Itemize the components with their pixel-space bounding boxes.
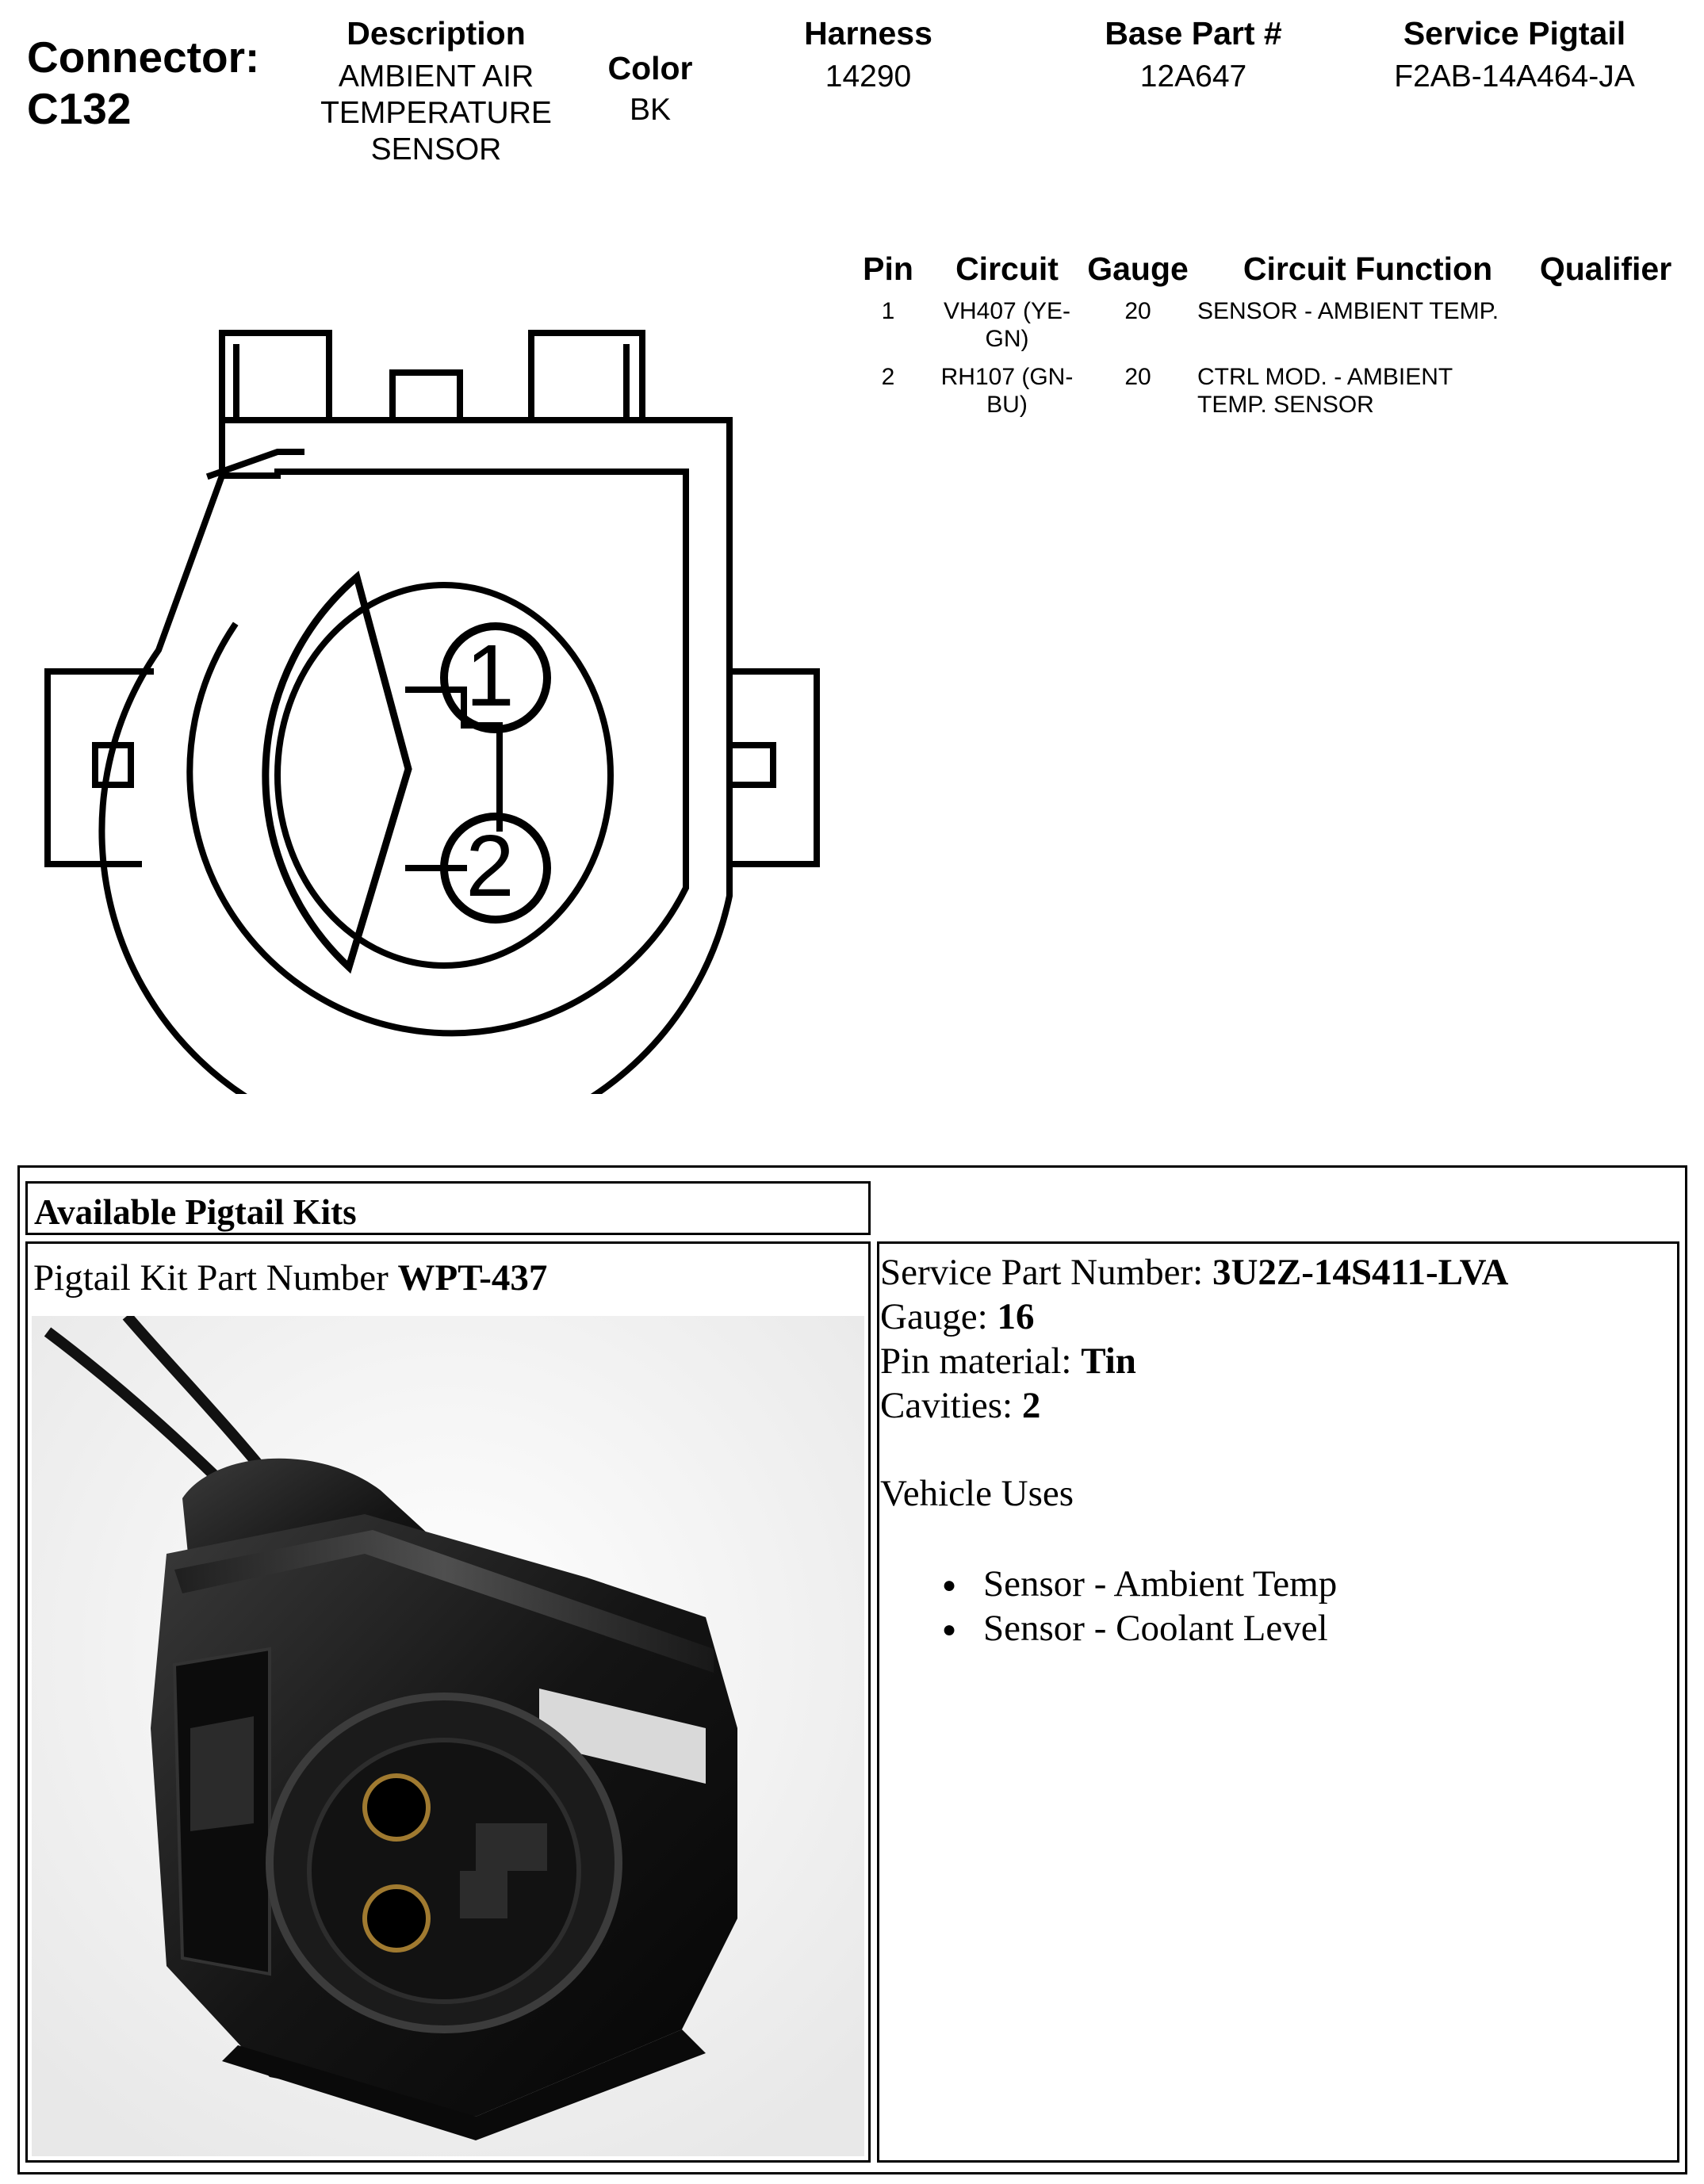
bullet-icon: ●: [942, 1616, 957, 1643]
service-pigtail-label: Service Pigtail: [1403, 15, 1626, 52]
description-line: TEMPERATURE: [320, 96, 552, 130]
pin-material-label: Pin material:: [880, 1341, 1082, 1382]
circuit-line: BU): [986, 392, 1028, 418]
list-item: [942, 1606, 1328, 1650]
cavities-value: 2: [1021, 1385, 1041, 1426]
kit-part-value: WPT-437: [397, 1257, 548, 1299]
function-line: TEMP. SENSOR: [1197, 392, 1374, 418]
function-line: SENSOR - AMBIENT TEMP.: [1197, 298, 1499, 324]
harness-label: Harness: [804, 15, 932, 52]
table-row: [848, 363, 1689, 426]
pin-number: 2: [881, 364, 895, 390]
cavities-spec: [880, 1383, 1040, 1428]
circuit-line: VH407 (YE-: [943, 298, 1071, 324]
list-item: [942, 1562, 1338, 1606]
kit-part-prefix: Pigtail Kit Part Number: [33, 1257, 398, 1299]
service-part-value: 3U2Z-14S411-LVA: [1212, 1252, 1509, 1293]
circuit-line: RH107 (GN-: [940, 364, 1074, 390]
function-cell: [1197, 297, 1530, 325]
service-part-number: [880, 1250, 1508, 1295]
cavities-label: Cavities:: [880, 1385, 1022, 1426]
qualifier-column-header: Qualifier: [1539, 251, 1672, 287]
harness-value: 14290: [825, 59, 912, 94]
description-line: AMBIENT AIR: [338, 59, 534, 94]
top-tab-middle: [392, 373, 460, 420]
gauge-spec: [880, 1295, 1034, 1339]
pigtail-connector-photo: [32, 1316, 864, 2156]
pin-table: [848, 250, 1689, 432]
circuit-cell: [928, 363, 1086, 419]
circuit-line: GN): [985, 326, 1029, 352]
cavity-outline: [278, 585, 611, 966]
connector-face-diagram: [40, 317, 833, 1094]
pin-column-header: Pin: [863, 251, 913, 287]
service-pigtail-value: F2AB-14A464-JA: [1394, 59, 1635, 94]
gauge-label: Gauge:: [880, 1296, 998, 1337]
function-cell: [1197, 363, 1530, 419]
base-part-column: [1063, 14, 1324, 95]
table-row: [848, 297, 1689, 361]
description-label: Description: [347, 15, 526, 52]
pin-2-label: 2: [465, 817, 515, 915]
gauge-value: 16: [997, 1296, 1035, 1337]
pin-1-label: 1: [465, 627, 515, 725]
description-column: [293, 14, 579, 168]
circuit-cell: [928, 297, 1086, 353]
gauge-cell: 20: [1124, 364, 1151, 390]
connector-label: Connector:: [27, 33, 260, 82]
harness-column: [761, 14, 975, 95]
description-line: SENSOR: [370, 132, 502, 166]
circuit-function-column-header: Circuit Function: [1243, 251, 1493, 287]
gauge-cell: 20: [1124, 298, 1151, 324]
connector-id: C132: [27, 84, 132, 133]
base-part-value: 12A647: [1139, 59, 1247, 94]
function-line: CTRL MOD. - AMBIENT: [1197, 364, 1453, 390]
color-label: Color: [607, 50, 693, 86]
kit-part-number: [33, 1256, 547, 1299]
key-shape: [266, 577, 408, 967]
bullet-icon: ●: [942, 1572, 957, 1598]
service-pigtail-column: [1356, 14, 1673, 95]
color-column: [587, 49, 714, 128]
service-part-label: Service Part Number:: [880, 1252, 1212, 1293]
side-tab-right-notch: [733, 745, 773, 785]
circuit-column-header: Circuit: [955, 251, 1059, 287]
housing-outer: [101, 420, 729, 1094]
vehicle-use-label: Sensor - Coolant Level: [983, 1608, 1328, 1649]
kits-title: Available Pigtail Kits: [25, 1181, 871, 1235]
vehicle-use-label: Sensor - Ambient Temp: [983, 1563, 1338, 1605]
vehicle-uses-heading: Vehicle Uses: [880, 1473, 1074, 1514]
pin-material-spec: [880, 1339, 1136, 1383]
gauge-column-header: Gauge: [1087, 251, 1189, 287]
pin-number: 1: [881, 298, 895, 324]
pin-material-value: Tin: [1081, 1341, 1136, 1382]
color-value: BK: [629, 93, 672, 127]
base-part-label: Base Part #: [1105, 15, 1282, 52]
connector-title: [27, 32, 259, 135]
